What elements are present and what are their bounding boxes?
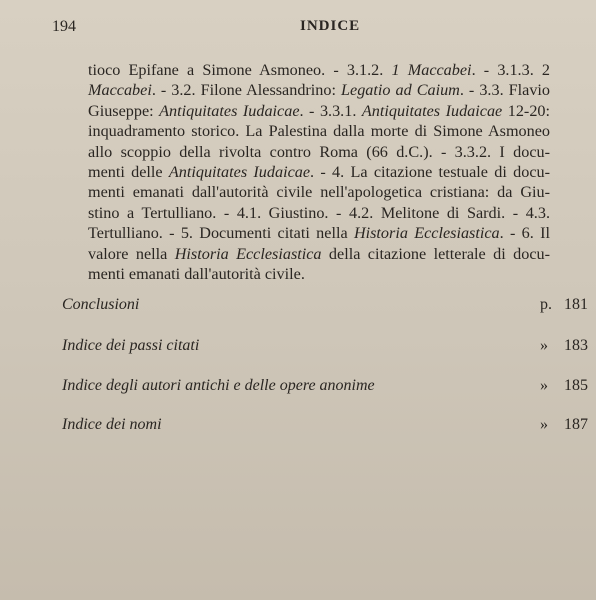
toc-entry-page-number: 183 <box>564 337 588 354</box>
cited-work-title: 1 Maccabei <box>391 61 472 79</box>
entry-text: . - 4. La citazione testuale di docu- <box>310 163 550 182</box>
toc-entry-page-number: 181 <box>564 296 588 313</box>
toc-entry-page-number: 185 <box>564 377 588 394</box>
entry-line <box>88 182 550 202</box>
toc-entry <box>62 416 588 440</box>
toc-entry <box>62 337 588 361</box>
entry-text: della citazione letterale di docu- <box>321 244 551 263</box>
toc-entry-page-marker: p. <box>540 296 552 313</box>
entry-text: 12-20: <box>502 101 551 120</box>
entry-line <box>88 203 550 223</box>
toc-entry-title: Indice dei nomi <box>62 416 162 433</box>
entry-line <box>88 60 550 80</box>
cited-work-title: Antiquitates Iudaicae <box>361 101 503 120</box>
entry-line <box>88 162 550 182</box>
page-number: 194 <box>52 18 76 35</box>
entry-text: . - 3.2. Filone Alessandrino: <box>151 81 342 100</box>
entry-text: menti emanati dall'autorità civile nell'apologetica cristiana: da Giu- <box>88 183 550 202</box>
entry-text: menti emanati dall'autorità civile. <box>88 265 305 284</box>
entry-text: . - 6. Il <box>499 224 551 243</box>
entry-text: valore nella <box>88 244 175 263</box>
entry-text: . - 3.3. Flavio <box>459 81 551 100</box>
toc-entry-page-marker: » <box>540 416 548 433</box>
toc-entry-page-number: 187 <box>564 416 588 433</box>
entry-text: Tertulliano. - 5. Documenti citati nella <box>88 224 354 243</box>
cited-work-title: Antiquitates Iudaicae <box>159 101 300 120</box>
cited-work-title: Historia Ecclesiastica <box>174 244 322 263</box>
entry-line <box>88 244 550 264</box>
entry-line <box>88 80 550 100</box>
entry-line <box>88 264 550 284</box>
entry-text: tioco Epifane a Simone Asmoneo. - 3.1.2. <box>88 61 392 79</box>
entry-line <box>88 142 550 162</box>
toc-entry-page-marker: » <box>540 377 548 394</box>
entry-text: allo scoppio della rivolta contro Roma (66 d.C.). - 3.3.2. I docu- <box>88 142 550 161</box>
toc-entry-title: Indice dei passi citati <box>62 337 200 354</box>
toc-entry <box>62 296 588 320</box>
toc-entry-title: Conclusioni <box>62 296 140 313</box>
running-head <box>0 18 596 40</box>
entry-line <box>88 101 550 121</box>
cited-work-title: Maccabei <box>88 81 152 100</box>
cited-work-title: Antiquitates Iudaicae <box>168 163 311 182</box>
entry-text: stino a Tertulliano. - 4.1. Giustino. - 4.2. Melitone di Sardi. - 4.3. <box>88 203 550 222</box>
entry-line <box>88 223 550 243</box>
cited-work-title: Legatio ad Caium <box>341 81 460 100</box>
entry-text: . - 3.1.3. 2 <box>471 61 550 79</box>
toc-entry <box>62 377 588 401</box>
cited-work-title: Historia Ecclesiastica <box>353 224 500 243</box>
running-title: INDICE <box>300 18 361 34</box>
entry-line <box>88 121 550 141</box>
entry-text: inquadramento storico. La Palestina dalla morte di Simone Asmoneo <box>88 122 550 141</box>
entry-text: . - 3.3.1. <box>299 101 362 120</box>
toc-entry-page-marker: » <box>540 337 548 354</box>
toc-entry-title: Indice degli autori antichi e delle opere anonime <box>62 377 375 394</box>
entry-text: menti delle <box>88 163 169 182</box>
entry-text: Giuseppe: <box>88 101 160 120</box>
toc-entry-continuation <box>88 60 550 284</box>
